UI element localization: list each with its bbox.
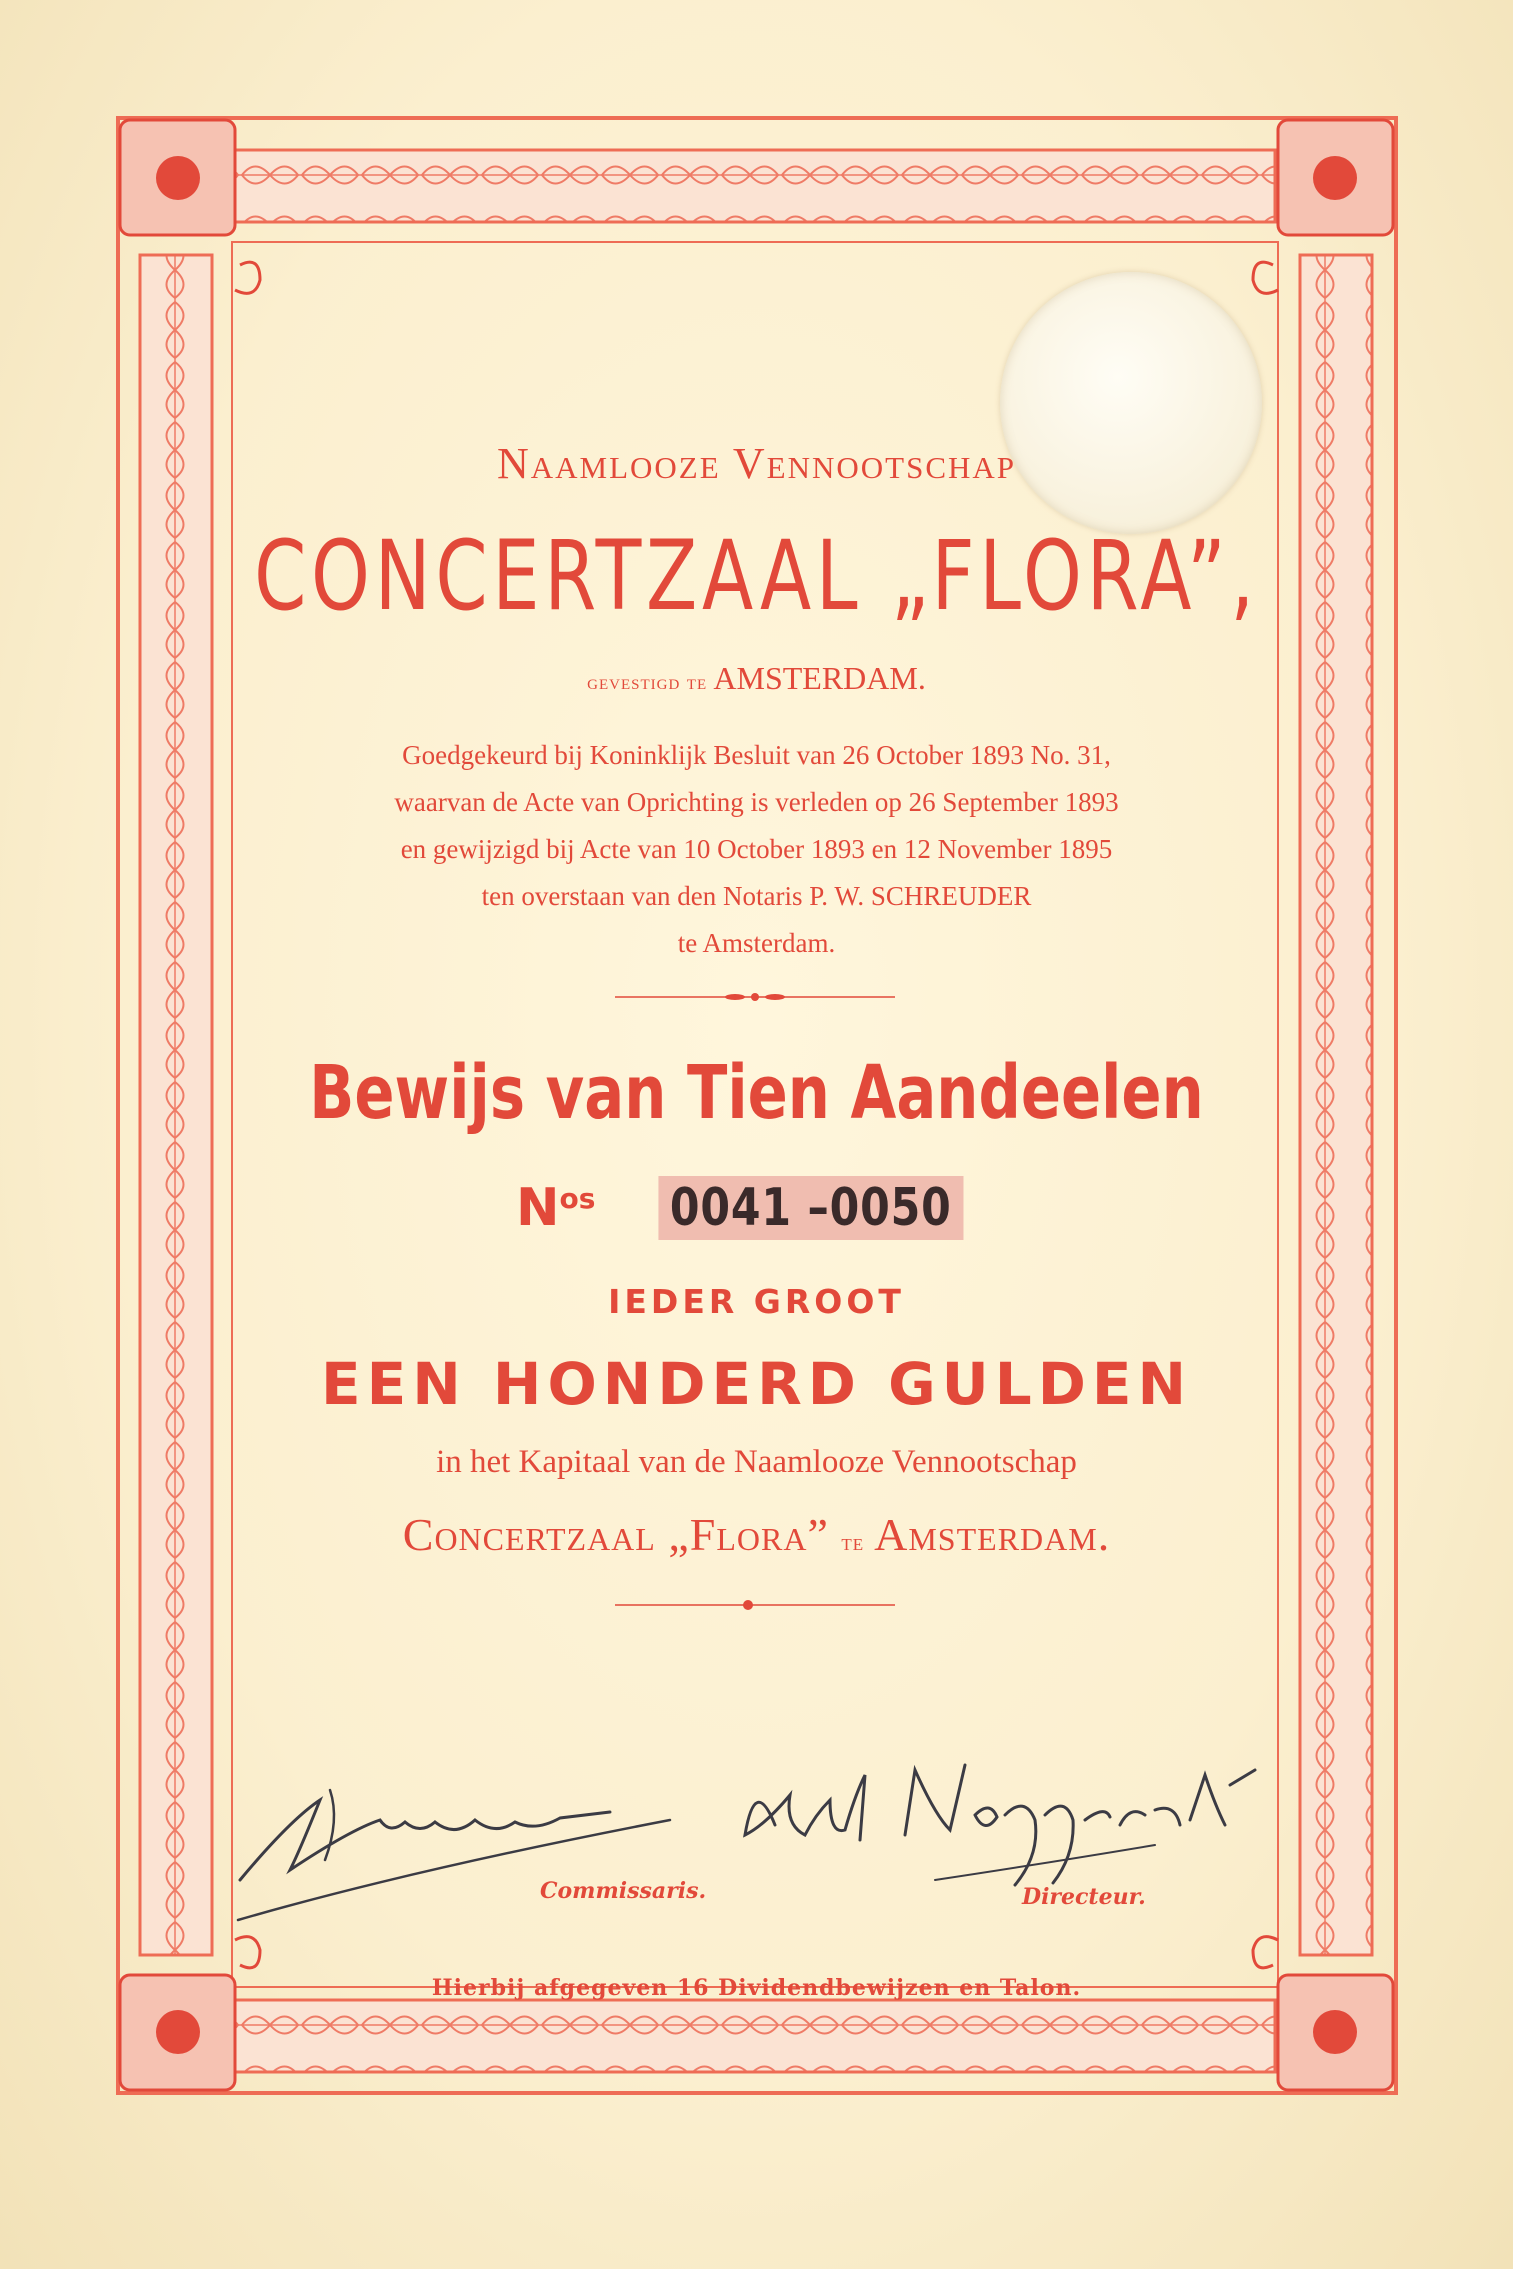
each-label: IEDER GROOT bbox=[608, 1282, 905, 1321]
directeur-label: Directeur. bbox=[1022, 1884, 1146, 1910]
domicile-prefix: gevestigd te bbox=[587, 669, 708, 694]
company-name: CONCERTZAAL „FLORA”, bbox=[254, 520, 1259, 632]
directeur-signature bbox=[735, 1755, 1275, 1905]
ornament-divider-top bbox=[615, 990, 895, 1004]
approval-line-5: te Amsterdam. bbox=[677, 928, 836, 958]
amount: EEN HONDERD GULDEN bbox=[320, 1350, 1193, 1418]
company-line-city: Amsterdam. bbox=[874, 1509, 1111, 1560]
share-numbers bbox=[0, 1176, 1513, 1240]
numbers-label: $N^{os}$ bbox=[516, 1178, 596, 1238]
ornament-divider-bottom bbox=[615, 1598, 895, 1612]
company-line-te: te bbox=[841, 1530, 865, 1556]
embossed-seal bbox=[1000, 272, 1262, 534]
footer-note: Hierbij afgegeven 16 Dividendbewijzen en Talon. bbox=[431, 1975, 1082, 2001]
company-prefix: Naamlooze Vennootschap bbox=[496, 439, 1017, 488]
capital-line: in het Kapitaal van de Naamlooze Vennootschap bbox=[436, 1444, 1077, 1480]
company-line bbox=[0, 1508, 1513, 1561]
commissaris-signature bbox=[230, 1760, 690, 1930]
numbers-value: 0041 –0050 bbox=[659, 1176, 964, 1240]
domicile-city: AMSTERDAM. bbox=[713, 660, 926, 696]
certificate-title: Bewijs van Tien Aandeelen bbox=[309, 1050, 1204, 1136]
approval-line-4: ten overstaan van den Notaris P. W. SCHREUDER bbox=[481, 881, 1032, 911]
approval-line-1: Goedgekeurd bij Koninklijk Besluit van 26 October 1893 No. 31, bbox=[402, 740, 1111, 770]
approval-line-3: en gewijzigd bij Acte van 10 October 1893 en 12 November 1895 bbox=[400, 834, 1113, 864]
approval-line-2: waarvan de Acte van Oprichting is verleden op 26 September 1893 bbox=[394, 787, 1119, 817]
commissaris-label: Commissaris. bbox=[540, 1878, 707, 1904]
company-line-name: Concertzaal „Flora” bbox=[402, 1509, 829, 1560]
domicile-line bbox=[0, 660, 1513, 697]
